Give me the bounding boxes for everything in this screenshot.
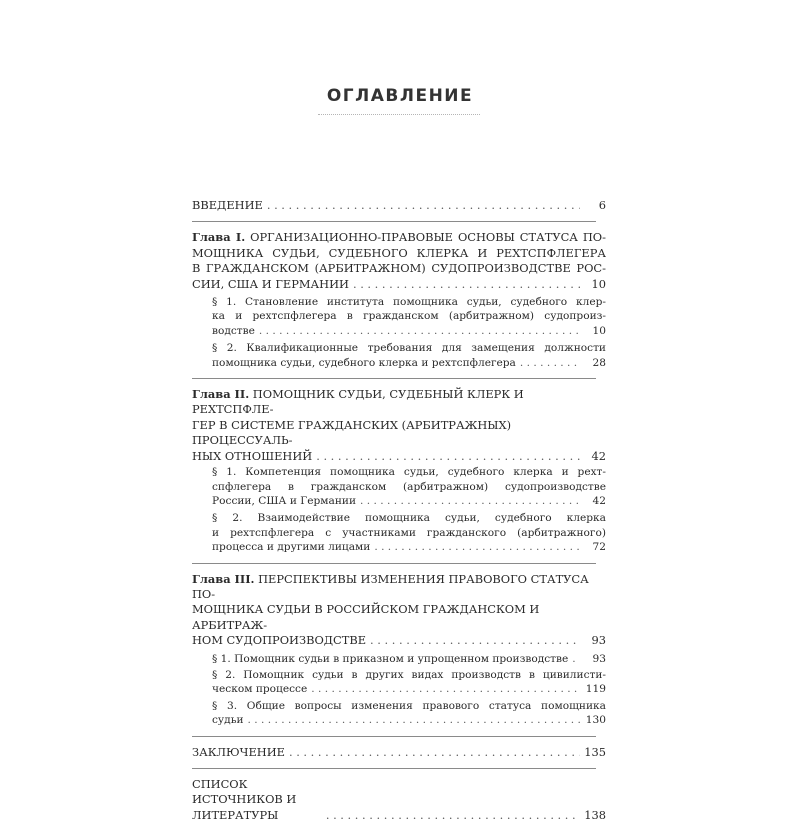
divider — [192, 221, 596, 222]
chapter-line: Глава II. ПОМОЩНИК СУДЬИ, СУДЕБНЫЙ КЛЕРК И РЕХТСПФЛЕ- — [192, 387, 524, 417]
chapter-prefix: Глава I. — [192, 230, 246, 245]
chapter-line: СИИ, США И ГЕРМАНИИ — [192, 276, 349, 291]
toc-section-1-2[interactable] — [192, 341, 606, 370]
section-line: § 1. Становление института помощника судьи, судебного клер- — [212, 296, 606, 309]
section-line: процесса и другими лицами — [212, 541, 371, 554]
section-line: водстве — [212, 324, 255, 337]
section-line: России, США и Германии — [212, 494, 357, 507]
section-line: § 2. Квалификационные требования для замещения должности — [212, 342, 606, 355]
table-of-contents — [192, 198, 606, 823]
page-number: 138 — [584, 807, 606, 822]
chapter-line: Глава III. ПЕРСПЕКТИВЫ ИЗМЕНЕНИЯ ПРАВОВОГО СТАТУСА ПО- — [192, 571, 589, 601]
section-line: помощника судьи, судебного клерка и рехтспфлегера — [212, 356, 516, 369]
dot-leader — [326, 808, 580, 823]
section-line: § 2. Помощник судьи в других видах производств в цивилисти- — [212, 668, 606, 681]
section-line: § 1. Помощник судьи в приказном и упрощенном производстве — [212, 652, 569, 665]
dot-leader — [259, 324, 580, 338]
section-line: § 1. Компетенция помощника судьи, судебного клерка и рехт- — [212, 466, 606, 479]
toc-section-2-2[interactable] — [192, 511, 606, 554]
section-line: и рехтспфлегера с участниками гражданского (арбитражного) — [212, 526, 606, 539]
toc-section-3-1[interactable] — [192, 652, 606, 666]
chapter-line: ГЕР В СИСТЕМЕ ГРАЖДАНСКИХ (АРБИТРАЖНЫХ) ПРОЦЕССУАЛЬ- — [192, 417, 512, 448]
page-number: 10 — [591, 276, 606, 291]
toc-entry-conclusion[interactable] — [192, 745, 606, 760]
page-number: 28 — [592, 356, 606, 369]
section-line: ческом процессе — [212, 683, 308, 696]
chapter-line: НОМ СУДОПРОИЗВОДСТВЕ — [192, 633, 367, 648]
section-line: § 3. Общие вопросы изменения правового статуса помощника — [212, 699, 606, 712]
section-line: спфлегера в гражданском (арбитражном) судопроизводстве — [212, 480, 606, 493]
dot-leader — [374, 540, 580, 554]
toc-section-3-2[interactable] — [192, 668, 606, 697]
dot-leader — [289, 745, 580, 760]
toc-chapter-2[interactable] — [192, 387, 606, 464]
dot-leader — [572, 652, 580, 666]
dot-leader — [267, 198, 580, 213]
page-number: 119 — [585, 683, 606, 696]
dot-leader — [353, 277, 580, 292]
toc-chapter-3[interactable] — [192, 572, 606, 649]
toc-entry-sources[interactable] — [192, 777, 606, 823]
page-number: 130 — [585, 714, 606, 727]
dot-leader — [360, 494, 580, 508]
dot-leader — [370, 633, 580, 648]
toc-entry-introduction[interactable] — [192, 198, 606, 213]
divider — [192, 563, 596, 564]
section-line: судьи — [212, 714, 244, 727]
toc-section-3-3[interactable] — [192, 699, 606, 728]
dot-leader — [316, 449, 580, 464]
toc-section-2-1[interactable] — [192, 465, 606, 508]
section-line: § 2. Взаимодействие помощника судьи, судебного клерка — [212, 512, 606, 525]
chapter-prefix: Глава II. — [192, 387, 250, 402]
divider — [192, 378, 596, 379]
toc-chapter-1[interactable] — [192, 230, 606, 292]
toc-entry-label: СПИСОК ИСТОЧНИКОВ И ЛИТЕРАТУРЫ — [192, 777, 297, 822]
page-number: 93 — [592, 652, 606, 665]
page-number: 6 — [598, 198, 606, 212]
page-number: 42 — [592, 494, 606, 507]
page-number: 93 — [591, 633, 606, 648]
page-number: 42 — [591, 448, 606, 463]
chapter-line: МОЩНИКА СУДЬИ, СУДЕБНОГО КЛЕРКА И РЕХТСПФЛЕГЕРА — [192, 245, 606, 260]
divider — [192, 768, 596, 769]
title-underline — [318, 114, 480, 115]
chapter-line: В ГРАЖДАНСКОМ (АРБИТРАЖНОМ) СУДОПРОИЗВОДСТВЕ РОС- — [192, 261, 606, 276]
chapter-prefix: Глава III. — [192, 571, 255, 586]
page-title: ОГЛАВЛЕНИЕ — [326, 86, 474, 106]
chapter-line: МОЩНИКА СУДЬИ В РОССИЙСКОМ ГРАЖДАНСКОМ И АРБИТРАЖ- — [192, 602, 540, 632]
divider — [192, 736, 596, 737]
dot-leader — [520, 356, 580, 370]
dot-leader — [248, 713, 580, 727]
page-number: 135 — [584, 744, 606, 759]
chapter-line: НЫХ ОТНОШЕНИЙ — [192, 448, 313, 463]
chapter-line: Глава I. ОРГАНИЗАЦИОННО-ПРАВОВЫЕ ОСНОВЫ СТАТУСА ПО- — [192, 230, 606, 245]
toc-entry-label: ВВЕДЕНИЕ — [192, 198, 263, 212]
toc-entry-label: ЗАКЛЮЧЕНИЕ — [192, 744, 285, 759]
toc-section-1-1[interactable] — [192, 295, 606, 338]
section-line: ка и рехтспфлегера в гражданском (арбитражном) судопроиз- — [212, 310, 606, 323]
dot-leader — [311, 682, 580, 696]
page-number: 72 — [592, 541, 606, 554]
page-number: 10 — [592, 324, 606, 337]
